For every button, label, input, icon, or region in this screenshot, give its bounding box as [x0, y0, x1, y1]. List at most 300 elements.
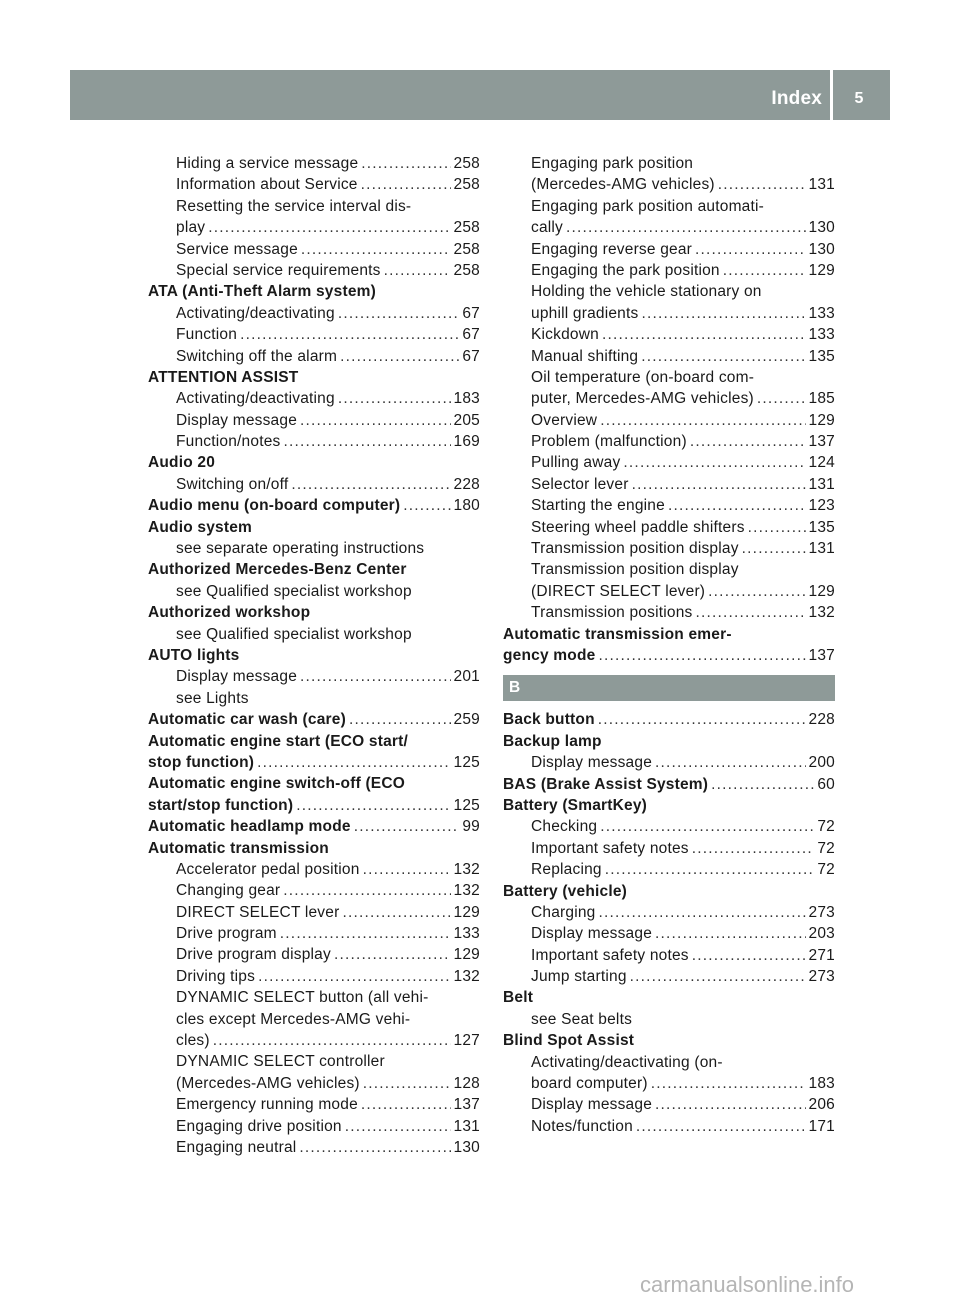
- dot-leader: [296, 795, 450, 816]
- entry-text: (Mercedes-AMG vehicles): [176, 1074, 360, 1092]
- dot-leader: [354, 816, 460, 837]
- dot-leader: [342, 902, 450, 923]
- index-subentry: [503, 538, 835, 559]
- entry-text: Important safety notes: [531, 946, 689, 964]
- dot-leader: [299, 1137, 450, 1158]
- entry-text: Information about Service: [176, 176, 358, 194]
- dot-leader: [208, 217, 450, 238]
- dot-leader: [692, 838, 815, 859]
- index-subentry: [503, 281, 835, 302]
- index-subentry: [148, 260, 480, 281]
- page-reference[interactable]: 60: [817, 775, 835, 793]
- page-reference[interactable]: 129: [808, 261, 835, 279]
- index-entry: [148, 281, 480, 302]
- index-subentry: [503, 1009, 835, 1030]
- entry-text: Automatic engine switch-off (ECO: [148, 775, 405, 793]
- dot-leader: [641, 346, 805, 367]
- index-subentry: [503, 1052, 835, 1073]
- index-subentry: [503, 346, 835, 367]
- page-reference[interactable]: 72: [817, 839, 835, 857]
- page-reference[interactable]: 133: [808, 304, 835, 322]
- index-subentry: [503, 923, 835, 944]
- page-reference[interactable]: 127: [453, 1032, 480, 1050]
- entry-text: Engaging neutral: [176, 1138, 297, 1156]
- dot-leader: [600, 816, 814, 837]
- dot-leader: [258, 966, 450, 987]
- page-reference[interactable]: 72: [817, 818, 835, 836]
- index-subentry: [148, 346, 480, 367]
- page-reference[interactable]: 273: [808, 903, 835, 921]
- dot-leader: [641, 303, 805, 324]
- index-entry: [148, 517, 480, 538]
- dot-leader: [690, 431, 806, 452]
- index-entry: [503, 774, 835, 795]
- entry-text: Transmission position display: [531, 561, 739, 579]
- index-entry: [148, 795, 480, 816]
- entry-text: Display message: [176, 411, 298, 429]
- dot-leader: [363, 859, 451, 880]
- page-reference[interactable]: 228: [808, 711, 835, 729]
- page-number: 5: [854, 90, 864, 107]
- index-subentry: [148, 923, 480, 944]
- entry-text: Activating/deactivating (on-: [531, 1053, 723, 1071]
- entry-text: uphill gradients: [531, 304, 639, 322]
- entry-text: Transmission position display: [531, 540, 739, 558]
- page-reference[interactable]: 137: [808, 433, 835, 451]
- page-reference[interactable]: 130: [453, 1138, 480, 1156]
- index-subentry: [503, 452, 835, 473]
- entry-text: Pulling away: [531, 454, 621, 472]
- page-reference[interactable]: 72: [817, 861, 835, 879]
- page-reference[interactable]: 259: [453, 711, 480, 729]
- dot-leader: [623, 452, 805, 473]
- index-entry: [503, 624, 835, 645]
- index-entry: [148, 773, 480, 794]
- entry-text: see separate operating instructions: [176, 540, 425, 558]
- dot-leader: [692, 945, 806, 966]
- entry-text: Engaging the park position: [531, 261, 720, 279]
- section-header: B: [503, 675, 835, 701]
- entry-text: Activating/deactivating: [176, 390, 335, 408]
- index-entry: [503, 1030, 835, 1051]
- index-subentry: [503, 239, 835, 260]
- index-entry: [148, 559, 480, 580]
- entry-text: Audio system: [148, 518, 253, 536]
- entry-text: Authorized workshop: [148, 604, 311, 622]
- entry-text: Checking: [531, 818, 598, 836]
- entry-text: Problem (malfunction): [531, 433, 687, 451]
- index-subentry: [148, 410, 480, 431]
- page-reference[interactable]: 129: [808, 582, 835, 600]
- entry-text: see Lights: [176, 689, 249, 707]
- index-entry: [503, 795, 835, 816]
- index-subentry: [503, 410, 835, 431]
- index-subentry: [503, 581, 835, 602]
- dot-leader: [632, 474, 806, 495]
- dot-leader: [334, 944, 451, 965]
- page-reference[interactable]: 203: [808, 925, 835, 943]
- index-subentry: [503, 838, 835, 859]
- page-reference[interactable]: 258: [453, 261, 480, 279]
- entry-text: Function/notes: [176, 433, 281, 451]
- entry-text: Special service requirements: [176, 261, 381, 279]
- dot-leader: [213, 1030, 451, 1051]
- page-reference[interactable]: 123: [808, 497, 835, 515]
- entry-text: Display message: [531, 1096, 653, 1114]
- index-subentry: [503, 945, 835, 966]
- entry-text: Display message: [176, 668, 298, 686]
- index-subentry: [148, 1030, 480, 1051]
- page-reference[interactable]: 271: [808, 946, 835, 964]
- page-reference[interactable]: 183: [453, 390, 480, 408]
- index-entry: [503, 881, 835, 902]
- page-reference[interactable]: 129: [453, 946, 480, 964]
- entry-text: Overview: [531, 411, 598, 429]
- page-reference[interactable]: 171: [808, 1117, 835, 1135]
- entry-text: Accelerator pedal position: [176, 860, 360, 878]
- index-subentry: [148, 944, 480, 965]
- index-subentry: [503, 966, 835, 987]
- dot-leader: [363, 1073, 451, 1094]
- index-subentry: [148, 1009, 480, 1030]
- entry-text: Selector lever: [531, 475, 629, 493]
- index-subentry: [503, 174, 835, 195]
- dot-leader: [708, 581, 805, 602]
- index-subentry: [503, 303, 835, 324]
- index-subentry: [503, 1116, 835, 1137]
- dot-leader: [600, 410, 805, 431]
- page-reference[interactable]: 180: [453, 497, 480, 515]
- index-subentry: [148, 1073, 480, 1094]
- index-entry: [148, 495, 480, 516]
- dot-leader: [338, 303, 460, 324]
- entry-text: Automatic headlamp mode: [148, 818, 351, 836]
- entry-text: ATTENTION ASSIST: [148, 368, 299, 386]
- index-subentry: [148, 1116, 480, 1137]
- page-reference[interactable]: 133: [453, 925, 480, 943]
- index-subentry: [148, 538, 480, 559]
- entry-text: Blind Spot Assist: [503, 1032, 635, 1050]
- index-entry: [148, 838, 480, 859]
- index-subentry: [148, 388, 480, 409]
- index-subentry: [503, 1073, 835, 1094]
- entry-text: see Seat belts: [531, 1010, 633, 1028]
- entry-text: Engaging drive position: [176, 1117, 342, 1135]
- page-reference[interactable]: 130: [808, 240, 835, 258]
- entry-text: Backup lamp: [503, 732, 602, 750]
- index-subentry: [503, 431, 835, 452]
- dot-leader: [257, 752, 450, 773]
- entry-text: gency mode: [503, 646, 596, 664]
- dot-leader: [403, 495, 450, 516]
- dot-leader: [668, 495, 806, 516]
- entry-text: DIRECT SELECT lever: [176, 903, 340, 921]
- page-reference[interactable]: 125: [453, 796, 480, 814]
- index-subentry: [503, 859, 835, 880]
- index-entry: [148, 752, 480, 773]
- entry-text: see Qualified specialist workshop: [176, 625, 412, 643]
- index-subentry: [148, 666, 480, 687]
- index-entry: [503, 987, 835, 1008]
- entry-text: Automatic transmission emer-: [503, 625, 732, 643]
- page-reference[interactable]: 169: [453, 433, 480, 451]
- dot-leader: [742, 538, 806, 559]
- dot-leader: [280, 923, 451, 944]
- dot-leader: [598, 645, 805, 666]
- page-reference[interactable]: 67: [462, 304, 480, 322]
- entry-text: cally: [531, 219, 564, 237]
- entry-text: Battery (vehicle): [503, 882, 628, 900]
- page-reference[interactable]: 125: [453, 753, 480, 771]
- entry-text: Automatic transmission: [148, 839, 329, 857]
- index-entry: [148, 816, 480, 837]
- page-reference[interactable]: 67: [462, 347, 480, 365]
- page-reference[interactable]: 183: [808, 1075, 835, 1093]
- dot-leader: [630, 966, 806, 987]
- entry-text: Engaging park position: [531, 155, 694, 172]
- entry-text: Driving tips: [176, 967, 256, 985]
- index-entry: [148, 709, 480, 730]
- entry-text: Kickdown: [531, 326, 599, 344]
- dot-leader: [361, 174, 451, 195]
- page-reference[interactable]: 131: [808, 540, 835, 558]
- page-reference[interactable]: 130: [808, 219, 835, 237]
- entry-text: Automatic car wash (care): [148, 711, 346, 729]
- dot-leader: [345, 1116, 451, 1137]
- entry-text: Belt: [503, 989, 534, 1007]
- dot-leader: [566, 217, 806, 238]
- index-entry: [148, 367, 480, 388]
- index-subentry: [148, 174, 480, 195]
- dot-leader: [300, 410, 451, 431]
- entry-text: Resetting the service interval dis-: [176, 197, 412, 215]
- page-reference[interactable]: 137: [453, 1096, 480, 1114]
- page-reference[interactable]: 132: [453, 860, 480, 878]
- header-title: Index: [771, 88, 822, 109]
- index-subentry: [148, 624, 480, 645]
- entry-text: Holding the vehicle stationary on: [531, 283, 762, 301]
- page-reference[interactable]: 132: [808, 604, 835, 622]
- entry-text: start/stop function): [148, 796, 294, 814]
- header-divider: [830, 70, 833, 120]
- page-reference[interactable]: 185: [808, 390, 835, 408]
- page-reference[interactable]: 124: [808, 454, 835, 472]
- entry-text: Emergency running mode: [176, 1096, 358, 1114]
- index-subentry: [503, 196, 835, 217]
- index-entry: [148, 731, 480, 752]
- entry-text: Jump starting: [531, 968, 627, 986]
- dot-leader: [695, 602, 805, 623]
- index-subentry: [503, 388, 835, 409]
- dot-leader: [361, 153, 450, 174]
- page-reference[interactable]: 133: [808, 326, 835, 344]
- index-entry: [503, 709, 835, 730]
- index-subentry: [503, 324, 835, 345]
- entry-text: Audio menu (on-board computer): [148, 497, 401, 515]
- entry-text: (Mercedes-AMG vehicles): [531, 176, 715, 194]
- page-reference[interactable]: 128: [453, 1074, 480, 1092]
- dot-leader: [655, 752, 806, 773]
- dot-leader: [240, 324, 459, 345]
- dot-leader: [636, 1116, 806, 1137]
- entry-text: Automatic engine start (ECO start/: [148, 732, 409, 750]
- page-reference[interactable]: 200: [808, 754, 835, 772]
- page-reference[interactable]: 132: [453, 882, 480, 900]
- page-reference[interactable]: 129: [808, 411, 835, 429]
- index-subentry: [503, 260, 835, 281]
- entry-text: Charging: [531, 903, 596, 921]
- dot-leader: [757, 388, 806, 409]
- index-subentry: [148, 581, 480, 602]
- page-reference[interactable]: 131: [808, 475, 835, 493]
- index-entry: [148, 602, 480, 623]
- index-subentry: [503, 559, 835, 580]
- index-subentry: [148, 1094, 480, 1115]
- index-subentry: [148, 688, 480, 709]
- dot-leader: [283, 880, 450, 901]
- watermark: carmanualsonline.info: [640, 1272, 855, 1297]
- index-column-left: [148, 153, 480, 1158]
- dot-leader: [291, 474, 450, 495]
- entry-text: Notes/function: [531, 1117, 633, 1135]
- index-subentry: [148, 431, 480, 452]
- index-subentry: [148, 859, 480, 880]
- entry-text: Steering wheel paddle shifters: [531, 518, 745, 536]
- dot-leader: [695, 239, 806, 260]
- entry-text: Engaging reverse gear: [531, 240, 693, 258]
- entry-text: DYNAMIC SELECT controller: [176, 1053, 385, 1071]
- entry-text: Drive program display: [176, 946, 331, 964]
- entry-text: Transmission positions: [531, 604, 693, 622]
- entry-text: board computer): [531, 1075, 648, 1093]
- page-reference[interactable]: 137: [808, 646, 835, 664]
- index-entry: [148, 645, 480, 666]
- page-reference[interactable]: 129: [453, 903, 480, 921]
- page-reference[interactable]: 67: [462, 326, 480, 344]
- page-reference[interactable]: 258: [453, 240, 480, 258]
- entry-text: play: [176, 219, 206, 237]
- dot-leader: [723, 260, 806, 281]
- entry-text: DYNAMIC SELECT button (all vehi-: [176, 989, 429, 1007]
- dot-leader: [598, 709, 806, 730]
- index-entry: [148, 452, 480, 473]
- entry-text: Switching on/off: [176, 475, 289, 493]
- page-reference[interactable]: 135: [808, 518, 835, 536]
- entry-text: Battery (SmartKey): [503, 796, 648, 814]
- index-subentry: [503, 217, 835, 238]
- index-subentry: [148, 474, 480, 495]
- entry-text: Back button: [503, 711, 595, 729]
- page-reference[interactable]: 273: [808, 968, 835, 986]
- index-subentry: [503, 752, 835, 773]
- index-subentry: [148, 196, 480, 217]
- dot-leader: [655, 923, 806, 944]
- index-subentry: [503, 474, 835, 495]
- page-reference[interactable]: 258: [453, 219, 480, 237]
- dot-leader: [349, 709, 451, 730]
- entry-text: cles): [176, 1032, 210, 1050]
- entry-text: Display message: [531, 754, 653, 772]
- dot-leader: [602, 324, 806, 345]
- page-reference[interactable]: 201: [453, 668, 480, 686]
- entry-text: see Qualified specialist workshop: [176, 582, 412, 600]
- dot-leader: [283, 431, 450, 452]
- entry-text: cles except Mercedes-AMG vehi-: [176, 1010, 411, 1028]
- entry-text: Switching off the alarm: [176, 347, 338, 365]
- dot-leader: [711, 774, 814, 795]
- page-reference[interactable]: 206: [808, 1096, 835, 1114]
- entry-text: ATA (Anti-Theft Alarm system): [148, 283, 376, 301]
- dot-leader: [300, 666, 451, 687]
- page-reference[interactable]: 135: [808, 347, 835, 365]
- page-reference[interactable]: 99: [462, 818, 480, 836]
- dot-leader: [599, 902, 806, 923]
- index-subentry: [148, 217, 480, 238]
- dot-leader: [718, 174, 806, 195]
- entry-text: Engaging park position automati-: [531, 197, 765, 215]
- page-reference[interactable]: 132: [453, 967, 480, 985]
- index-entry: [503, 731, 835, 752]
- dot-leader: [361, 1094, 451, 1115]
- dot-leader: [384, 260, 451, 281]
- index-subentry: [148, 303, 480, 324]
- index-subentry: [148, 324, 480, 345]
- page-reference[interactable]: 131: [453, 1117, 480, 1135]
- index-entry: [503, 645, 835, 666]
- index-subentry: [148, 987, 480, 1008]
- index-subentry: [503, 902, 835, 923]
- index-subentry: [503, 1094, 835, 1115]
- dot-leader: [338, 388, 451, 409]
- page-reference[interactable]: 258: [453, 176, 480, 194]
- entry-text: Audio 20: [148, 454, 216, 472]
- entry-text: Drive program: [176, 925, 277, 943]
- index-subentry: [148, 239, 480, 260]
- entry-text: Authorized Mercedes-Benz Center: [148, 561, 407, 579]
- dot-leader: [651, 1073, 806, 1094]
- page-reference[interactable]: 258: [453, 155, 480, 172]
- entry-text: Manual shifting: [531, 347, 639, 365]
- index-subentry: [148, 1137, 480, 1158]
- index-subentry: [503, 517, 835, 538]
- page-reference[interactable]: 205: [453, 411, 480, 429]
- index-subentry: [148, 966, 480, 987]
- entry-text: Service message: [176, 240, 298, 258]
- page-reference[interactable]: 228: [453, 475, 480, 493]
- dot-leader: [748, 517, 806, 538]
- index-column-right: [503, 153, 835, 1137]
- entry-text: Replacing: [531, 861, 602, 879]
- index-subentry: [148, 1051, 480, 1072]
- entry-text: Function: [176, 326, 238, 344]
- dot-leader: [655, 1094, 806, 1115]
- index-subentry: [503, 602, 835, 623]
- entry-text: Important safety notes: [531, 839, 689, 857]
- entry-text: Oil temperature (on-board com-: [531, 368, 755, 386]
- index-subentry: [148, 880, 480, 901]
- index-subentry: [148, 902, 480, 923]
- index-subentry: [148, 153, 480, 174]
- index-subentry: [503, 367, 835, 388]
- entry-text: AUTO lights: [148, 646, 240, 664]
- entry-text: Changing gear: [176, 882, 281, 900]
- dot-leader: [340, 346, 459, 367]
- entry-text: Hiding a service message: [176, 155, 359, 172]
- dot-leader: [605, 859, 815, 880]
- entry-text: Starting the engine: [531, 497, 665, 515]
- entry-text: Display message: [531, 925, 653, 943]
- page-reference[interactable]: 131: [808, 176, 835, 194]
